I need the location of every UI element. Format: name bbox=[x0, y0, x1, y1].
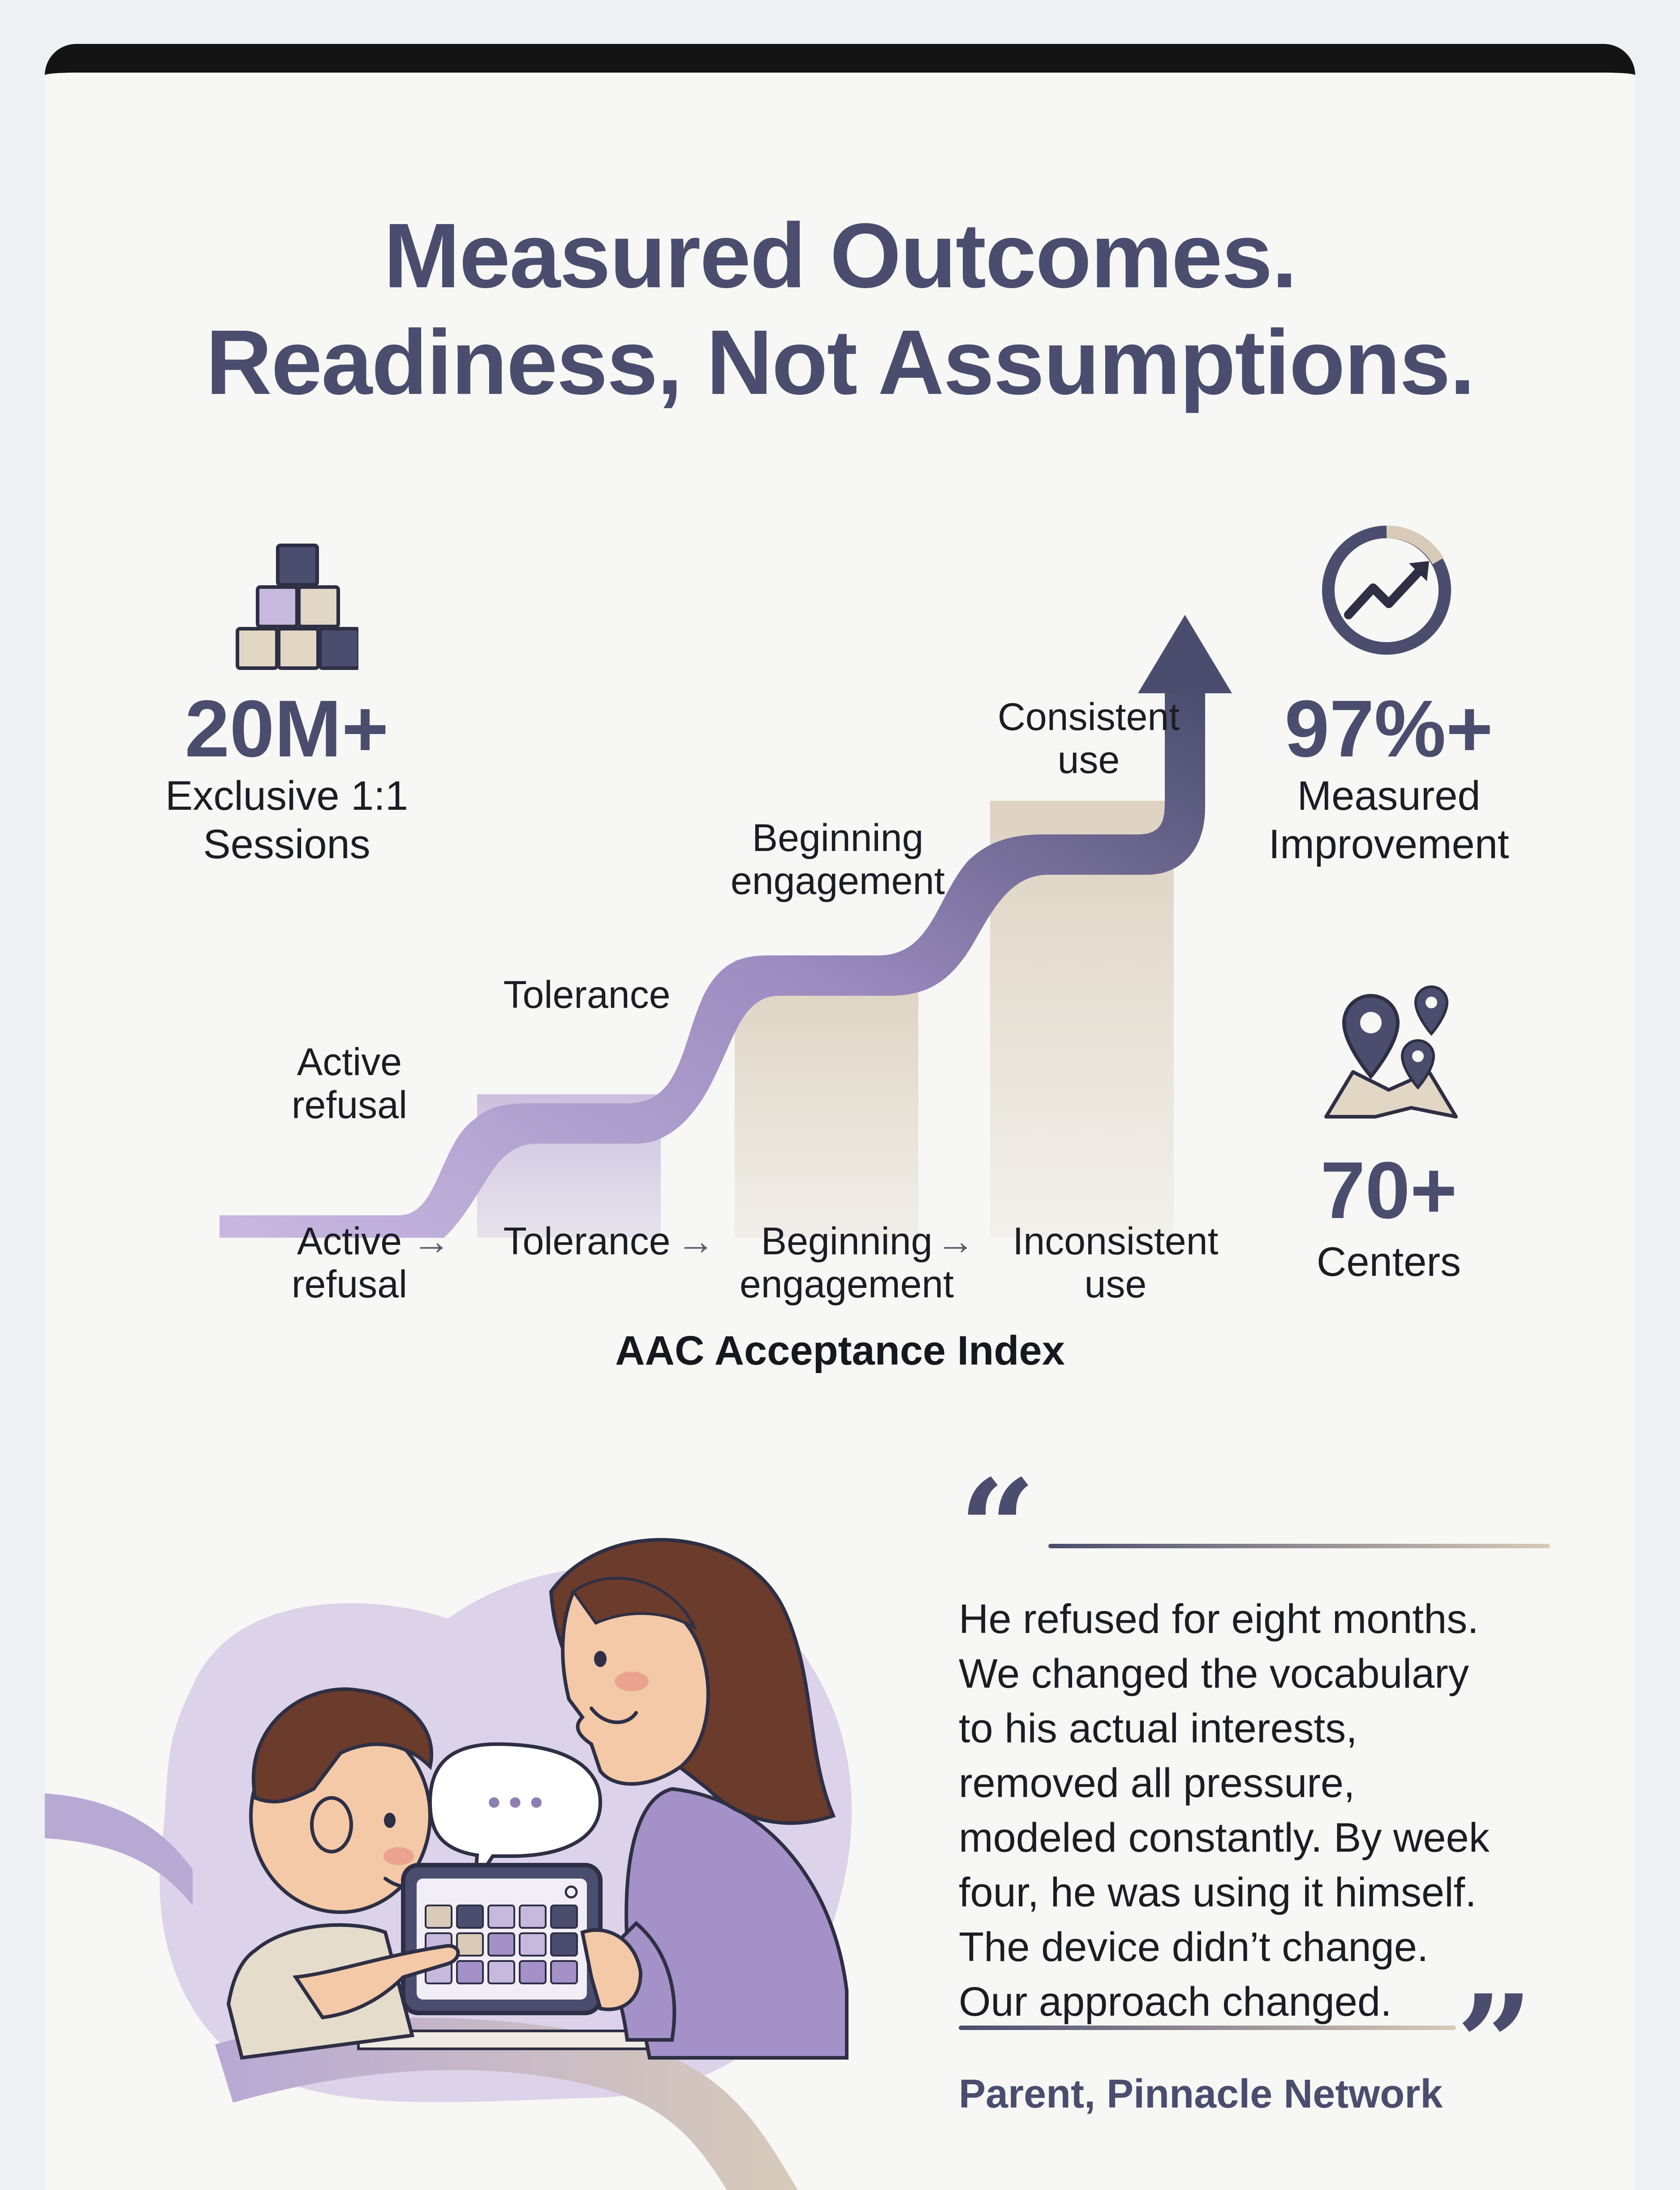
title-line-1: Measured Outcomes. bbox=[383, 204, 1297, 307]
open-quote-glyph: “ bbox=[959, 1450, 1036, 1608]
close-quote-glyph: ” bbox=[1456, 1965, 1534, 2123]
title-line-2: Readiness, Not Assumptions. bbox=[206, 311, 1474, 414]
axis-label-line: engagement bbox=[739, 1263, 954, 1306]
quote-rule-top bbox=[1048, 1544, 1550, 1548]
step-column-beginning bbox=[735, 960, 918, 1238]
step-label-line: refusal bbox=[291, 1084, 408, 1127]
sessions-label-line-2: Sessions bbox=[203, 821, 370, 867]
axis-label-tolerance bbox=[475, 1220, 699, 1263]
chart-index-title: AAC Acceptance Index bbox=[615, 1328, 1065, 1374]
quote-line: Our approach changed. bbox=[959, 1979, 1392, 2025]
step-label-beginning-engagement bbox=[694, 816, 981, 903]
sessions-value: 20M+ bbox=[185, 684, 389, 774]
close-quote-icon bbox=[1456, 1965, 1534, 2123]
quote-line: We changed the vocabulary bbox=[959, 1651, 1469, 1697]
step-label-line: Tolerance bbox=[503, 973, 671, 1016]
axis-label-inconsistent-use bbox=[981, 1220, 1250, 1306]
centers-label: Centers bbox=[1316, 1239, 1461, 1285]
step-label-tolerance bbox=[461, 973, 712, 1016]
progress-arrow-head bbox=[1138, 615, 1232, 693]
step-label-active-refusal bbox=[237, 1041, 461, 1127]
acceptance-staircase bbox=[45, 521, 1299, 1238]
quote-line: He refused for eight months. bbox=[959, 1596, 1479, 1642]
improvement-label-line-1: Measured bbox=[1297, 773, 1481, 819]
testimonial-attribution: Parent, Pinnacle Network bbox=[959, 2072, 1443, 2117]
arrow-icon: → bbox=[936, 1220, 975, 1263]
axis-label-line: Beginning bbox=[761, 1220, 933, 1263]
step-label-consistent-use bbox=[954, 695, 1223, 782]
parent-child-illustration bbox=[45, 1475, 918, 2190]
quote-rule-bottom bbox=[959, 2026, 1456, 2030]
axis-label-line: Inconsistent bbox=[1012, 1220, 1219, 1263]
quote-line: to his actual interests, bbox=[959, 1706, 1357, 1751]
step-label-line: Beginning bbox=[752, 816, 924, 860]
sessions-label-line-1: Exclusive 1:1 bbox=[165, 773, 409, 819]
step-label-line: Consistent bbox=[997, 695, 1180, 739]
page-title bbox=[45, 203, 1635, 416]
testimonial-quote bbox=[959, 1592, 1595, 2029]
speech-bubble-dots: ••• bbox=[483, 1783, 547, 1824]
improvement-label-line-2: Improvement bbox=[1268, 821, 1509, 867]
axis-label-line: Tolerance bbox=[503, 1220, 671, 1263]
axis-label-line: use bbox=[1084, 1263, 1147, 1306]
improvement-value: 97%+ bbox=[1284, 684, 1493, 774]
centers-value: 70+ bbox=[1320, 1145, 1457, 1235]
arrow-icon: → bbox=[676, 1220, 715, 1263]
infographic-card bbox=[45, 44, 1635, 2190]
step-label-line: use bbox=[1057, 739, 1120, 782]
axis-label-line: refusal bbox=[291, 1263, 408, 1306]
growth-chart-icon bbox=[1317, 521, 1456, 660]
arrow-icon: → bbox=[412, 1220, 451, 1263]
quote-line: modeled constantly. By week bbox=[959, 1815, 1490, 1861]
quote-line: The device didn’t change. bbox=[959, 1924, 1429, 1970]
map-pins-icon bbox=[1322, 982, 1465, 1126]
step-label-line: engagement bbox=[730, 860, 945, 903]
step-label-line: Active bbox=[297, 1041, 402, 1084]
open-quote-icon bbox=[959, 1450, 1036, 1608]
quote-line: four, he was using it himself. bbox=[959, 1870, 1477, 1915]
quote-line: removed all pressure, bbox=[959, 1760, 1355, 1806]
axis-label-line: Active bbox=[297, 1220, 402, 1263]
